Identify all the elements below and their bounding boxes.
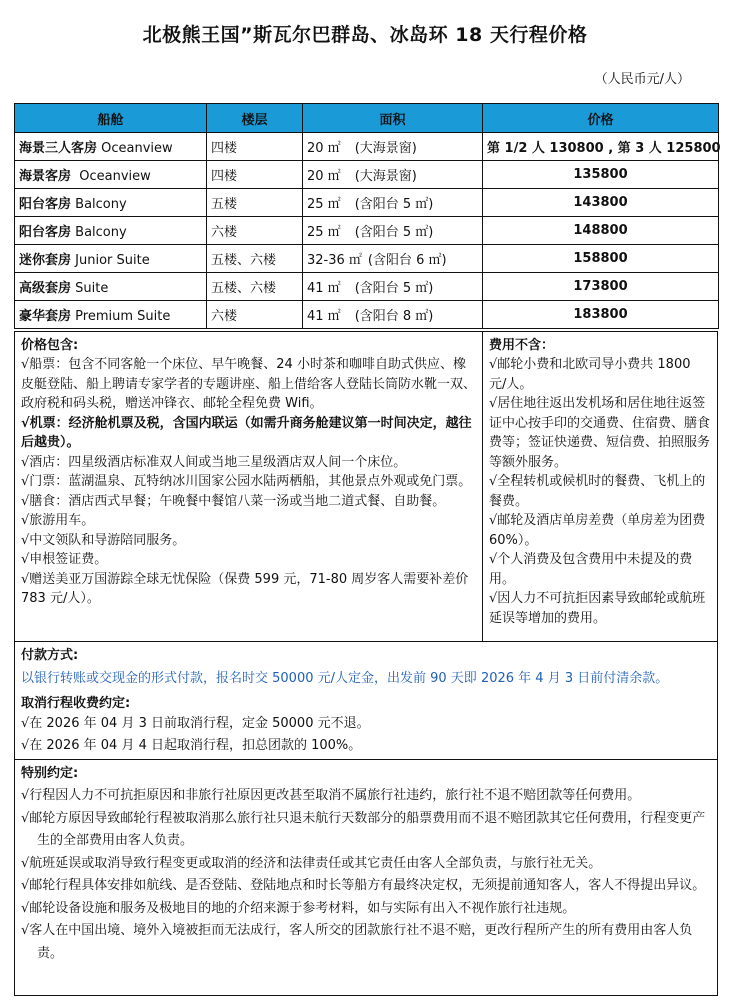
list-item: √邮轮小费和北欧司导小费共 1800 元/人。 <box>489 357 691 392</box>
list-item: √航班延误或取消导致行程变更或取消的经济和法律责任或其它责任由客人全部负责，与旅行社无关。 <box>21 855 602 871</box>
area-cell: 32-36 ㎡ (含阳台 6 ㎡) <box>303 245 483 273</box>
list-item: √全程转机或候机时的餐费、飞机上的餐费。 <box>489 474 706 509</box>
cabin-cell: 海景三人客房 Oceanview <box>15 133 207 161</box>
list-item: √申根签证费。 <box>21 552 108 567</box>
list-item: √在 2026 年 04 月 3 日前取消行程，定金 50000 元不退。 <box>21 715 370 731</box>
area-cell: 20 ㎡ (大海景窗) <box>303 133 483 161</box>
price-includes-section <box>14 331 483 642</box>
list-item: √个人消费及包含费用中未提及的费用。 <box>489 552 693 587</box>
list-item: √邮轮设备设施和服务及极地目的地的介绍来源于参考材料，如与实际有出入不视作旅行社违规。 <box>21 900 576 916</box>
list-item: √居住地往返出发机场和居住地往返签证中心按手印的交通费、住宿费、膳食费等；签证快递费、短信费、拍照服务等额外服务。 <box>489 396 711 470</box>
price-cell: 173800 <box>483 273 719 301</box>
price-excludes-section <box>482 331 718 642</box>
special-terms-section <box>14 759 718 996</box>
area-cell: 41 ㎡ (含阳台 5 ㎡) <box>303 273 483 301</box>
list-item: √邮轮行程具体安排如航线、是否登陆、登陆地点和时长等船方有最终决定权，无须提前通知客人，客人不得提出异议。 <box>21 878 706 893</box>
table-row <box>15 301 719 329</box>
list-item: √行程因人力不可抗拒原因和非旅行社原因更改甚至取消不属旅行社违约，旅行社不退不赔团款等任何费用。 <box>21 788 641 803</box>
list-item: √赠送美亚万国游踪全球无忧保险（保费 599 元，71-80 周岁客人需要补差价 783 元/人）。 <box>21 571 469 606</box>
excludes-list <box>483 355 717 628</box>
special-heading: 特别约定: <box>21 766 79 781</box>
cancel-heading: 取消行程收费约定: <box>21 695 131 711</box>
list-item: √门票：蓝湖温泉、瓦特纳冰川国家公园水陆两栖船，其他景点外观或免门票。 <box>21 474 472 489</box>
payment-section <box>14 641 718 760</box>
area-cell: 25 ㎡ (含阳台 5 ㎡) <box>303 189 483 217</box>
list-item: √因人力不可抗拒因素导致邮轮或航班延误等增加的费用。 <box>489 591 706 626</box>
price-cell: 158800 <box>483 245 719 273</box>
price-table-header <box>15 104 719 133</box>
list-item: √机票：经济舱机票及税，含国内联运（如需升商务舱建议第一时间决定，越往后越贵）。 <box>21 415 472 450</box>
includes-list <box>15 355 482 609</box>
table-row <box>15 217 719 245</box>
excludes-heading: 费用不含： <box>489 338 555 353</box>
list-item: √膳食：酒店西式早餐；午晚餐中餐馆八菜一汤或当地二道式餐、自助餐。 <box>21 493 446 509</box>
header-floor: 楼层 <box>207 104 303 133</box>
cancel-list <box>15 713 717 757</box>
cabin-cell: 海景客房 Oceanview <box>15 161 207 189</box>
cabin-cell: 豪华套房 Premium Suite <box>15 301 207 329</box>
price-cell: 135800 <box>483 161 719 189</box>
cabin-cell: 阳台客房 Balcony <box>15 189 207 217</box>
document-title: 北极熊王国”斯瓦尔巴群岛、冰岛环 18 天行程价格 <box>142 24 588 46</box>
payment-text: 以银行转账或交现金的形式付款，报名时交 50000 元/人定金，出发前 90 天即 2026 年 4 月 3 日前付清余款。 <box>21 671 669 686</box>
price-cell: 148800 <box>483 217 719 245</box>
table-row <box>15 161 719 189</box>
area-cell: 20 ㎡ (大海景窗) <box>303 161 483 189</box>
list-item: √中文领队和导游陪同服务。 <box>21 532 186 548</box>
area-cell: 25 ㎡ (含阳台 5 ㎡) <box>303 217 483 245</box>
area-cell: 41 ㎡ (含阳台 8 ㎡) <box>303 301 483 329</box>
list-item: √在 2026 年 04 月 4 日起取消行程，扣总团款的 100%。 <box>21 737 362 753</box>
floor-cell: 六楼 <box>207 301 303 329</box>
price-cell: 143800 <box>483 189 719 217</box>
cabin-cell: 阳台客房 Balcony <box>15 217 207 245</box>
price-cell: 183800 <box>483 301 719 329</box>
cabin-cell: 高级套房 Suite <box>15 273 207 301</box>
table-row <box>15 189 719 217</box>
floor-cell: 四楼 <box>207 133 303 161</box>
includes-heading: 价格包含: <box>21 338 79 353</box>
price-table <box>14 103 719 329</box>
list-item: √旅游用车。 <box>21 513 95 528</box>
currency-unit: （人民币元/人） <box>594 72 690 87</box>
price-cell: 第 1/2 人 130800 , 第 3 人 125800 <box>483 133 719 161</box>
table-row <box>15 245 719 273</box>
floor-cell: 五楼 <box>207 189 303 217</box>
table-row <box>15 133 719 161</box>
payment-heading: 付款方式: <box>21 648 79 663</box>
cabin-cell: 迷你套房 Junior Suite <box>15 245 207 273</box>
floor-cell: 六楼 <box>207 217 303 245</box>
table-row <box>15 273 719 301</box>
floor-cell: 四楼 <box>207 161 303 189</box>
special-list <box>15 785 717 965</box>
header-area: 面积 <box>303 104 483 133</box>
list-item: √酒店：四星级酒店标准双人间或当地三星级酒店双人间一个床位。 <box>21 454 407 470</box>
header-cabin: 船舱 <box>15 104 207 133</box>
list-item: √邮轮方原因导致邮轮行程被取消那么旅行社只退未航行天数部分的船票费用而不退不赔团款其它任何费用，行程变更产生的全部费用由客人负责。 <box>21 810 706 848</box>
list-item: √船票：包含不同客舱一个床位、早午晚餐、24 小时茶和咖啡自助式供应、橡皮艇登陆、船上聘请专家学者的专题讲座、船上借给客人登陆长筒防水靴一双、政府税和码头税，赠送冲锋衣、邮轮全程免费 Wifi。 <box>21 357 477 411</box>
floor-cell: 五楼、六楼 <box>207 245 303 273</box>
list-item: √邮轮及酒店单房差费（单房差为团费 60%）。 <box>489 513 706 548</box>
header-price: 价格 <box>483 104 719 133</box>
list-item: √客人在中国出境、境外入境被拒而无法成行，客人所交的团款旅行社不退不赔，更改行程所产生的所有费用由客人负责。 <box>21 923 693 961</box>
floor-cell: 五楼、六楼 <box>207 273 303 301</box>
